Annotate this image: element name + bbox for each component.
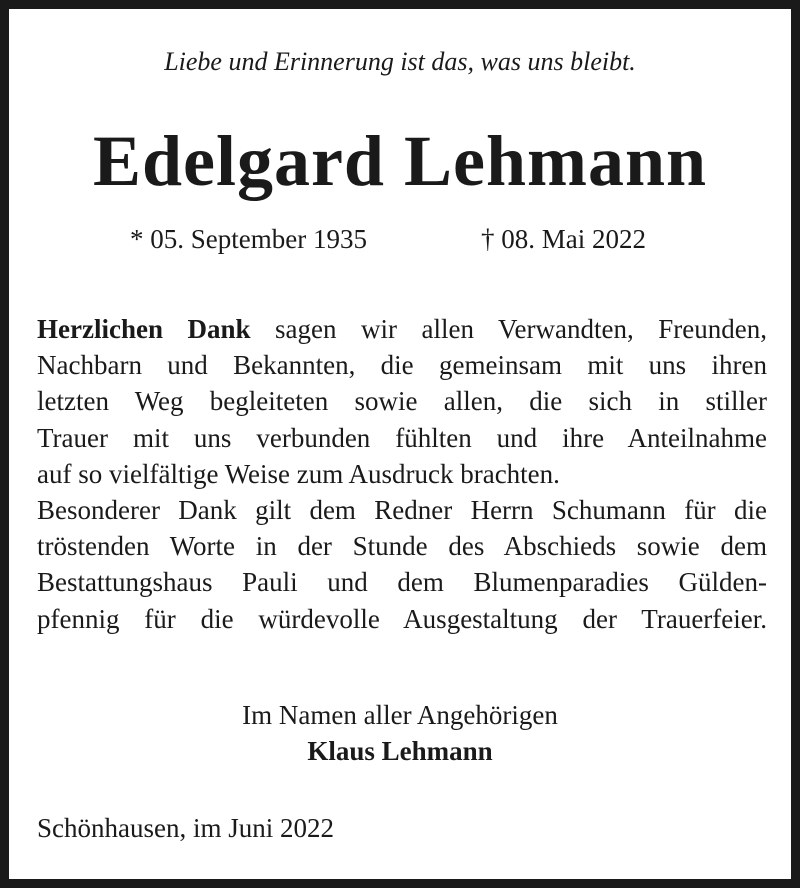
message-line: pfennig für die würdevolle Ausgestaltung der Trauerfeier. — [37, 603, 767, 634]
motto: Liebe und Erinnerung ist das, was uns bleibt. — [164, 47, 636, 76]
message-line: auf so vielfältige Weise zum Ausdruck brachten. — [37, 458, 560, 489]
message-line: Trauer mit uns verbunden fühlten und ihre Anteilnahme — [37, 422, 767, 453]
message-lead: Herzlichen Dank — [37, 314, 251, 344]
message-line: Besonderer Dank gilt dem Redner Herrn Schumann für die — [37, 495, 767, 526]
message-line: Nachbarn und Bekannten, die gemeinsam mit uns ihren — [37, 350, 767, 381]
message-line-rest: sagen wir allen Verwandten, Freunden, — [250, 314, 767, 344]
death-date: † 08. Mai 2022 — [481, 224, 646, 254]
message-line: tröstenden Worte in der Stunde des Abschieds sowie dem — [37, 531, 767, 562]
signoff — [9, 697, 791, 769]
message-line — [37, 311, 767, 347]
signer-name: Klaus Lehmann — [307, 736, 493, 766]
deceased-name: Edelgard Lehmann — [92, 121, 708, 201]
life-dates — [9, 222, 791, 258]
birth-date: * 05. September 1935 — [130, 224, 367, 254]
obituary-notice — [9, 9, 791, 879]
signoff-prefix: Im Namen aller Angehörigen — [242, 700, 558, 730]
thank-you-message — [37, 311, 767, 637]
place-and-date: Schönhausen, im Juni 2022 — [37, 813, 334, 843]
message-line: letzten Weg begleiteten sowie allen, die sich in stiller — [37, 386, 767, 417]
message-line: Bestattungshaus Pauli und dem Blumenparadies Gülden- — [37, 567, 767, 598]
